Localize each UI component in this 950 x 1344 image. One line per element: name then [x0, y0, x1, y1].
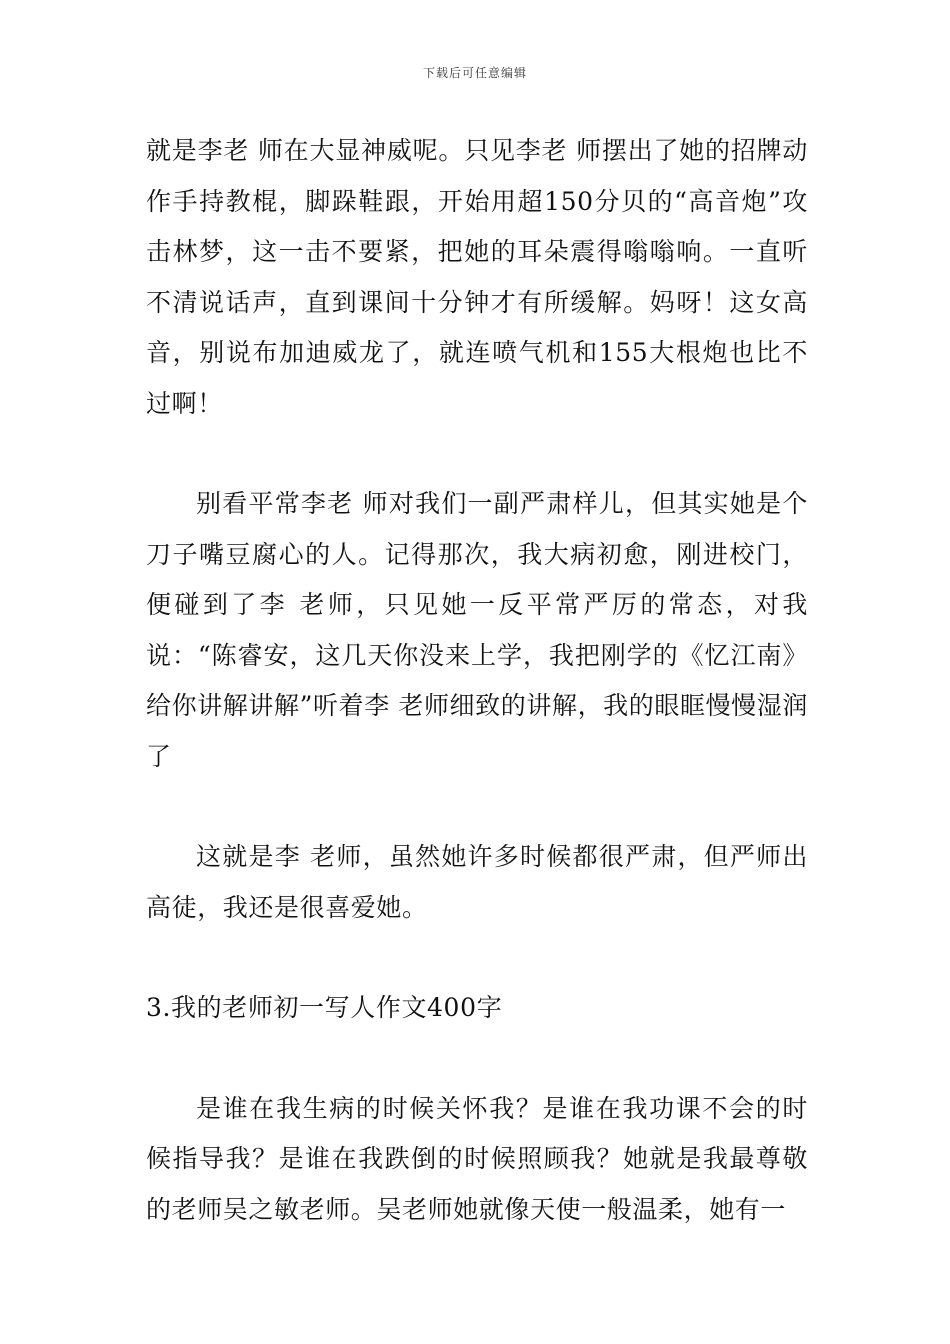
section-heading: 3.我的老师初一写人作文400字: [146, 993, 503, 1022]
document-body: [146, 126, 808, 1235]
paragraph-gap: [146, 1034, 808, 1084]
paragraph-2: 别看平常李老 师对我们一副严肃样儿，但其实她是个刀子嘴豆腐心的人。记得那次，我大病初愈，刚进校门，便碰到了李 老师，只见她一反平常严厉的常态，对我说：“陈睿安，这几天你没来上学，我把刚学的《忆江南》给你讲解讲解”听着李 老师细致的讲解，我的眼眶慢慢湿润了: [146, 489, 808, 771]
paragraph-gap: [146, 782, 808, 832]
paragraph-1: 就是李老 师在大显神威呢。只见李老 师摆出了她的招牌动作手持教棍，脚跺鞋跟，开始用超150分贝的“高音炮”攻击林梦，这一击不要紧，把她的耳朵震得嗡嗡响。一直听不清说话声，直到课间十分钟才有所缓解。妈呀！这女高音，别说布加迪威龙了，就连喷气机和155大根炮也比不过啊！: [146, 136, 808, 418]
paragraph-gap: [146, 933, 808, 983]
paragraph-4: 是谁在我生病的时候关怀我？是谁在我功课不会的时候指导我？是谁在我跌倒的时候照顾我？她就是我最尊敬的老师吴之敏老师。吴老师她就像天使一般温柔，她有一: [146, 1093, 808, 1224]
paragraph-3: 这就是李 老师，虽然她许多时候都很严肃，但严师出高徒，我还是很喜爱她。: [146, 842, 808, 922]
paragraph-gap: [146, 429, 808, 479]
page-header: 下载后可任意编辑: [422, 66, 527, 80]
